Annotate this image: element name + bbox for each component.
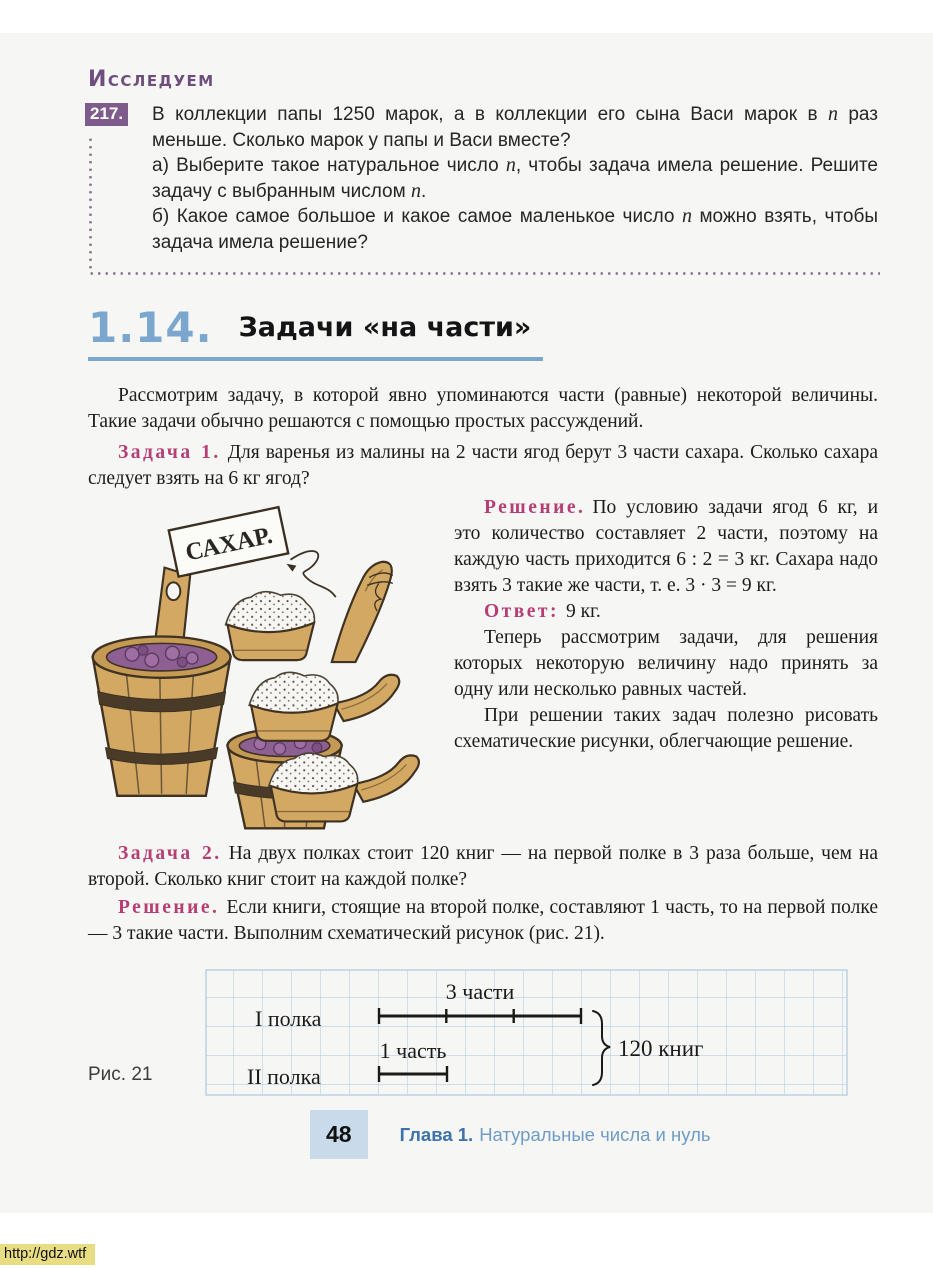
task-217-paragraph-1 bbox=[152, 102, 878, 153]
sugar-sign-text: САХАР. bbox=[183, 521, 275, 567]
sugar-scoop-bottom bbox=[269, 753, 419, 821]
sign-string-arrow bbox=[287, 564, 297, 572]
chapter-breadcrumb bbox=[400, 1124, 711, 1146]
task-217-paragraph-2 bbox=[152, 153, 878, 204]
solution-1-label: Решение. bbox=[484, 497, 586, 518]
task-text: б) Какое самое большое и какое самое маленькое число bbox=[152, 206, 682, 227]
shelf-2-label: II полка bbox=[247, 1064, 321, 1089]
chapter-label: Глава 1. bbox=[399, 1123, 474, 1145]
task-217-box bbox=[88, 100, 878, 267]
task-text: , чтобы задача имела решение. Решите задачу с выбранным числом bbox=[152, 155, 878, 202]
sugar-sign bbox=[169, 507, 289, 577]
problem-2-label: Задача 2. bbox=[118, 843, 222, 864]
paragraph-schematic-hint: При решении таких задач полезно рисовать схематические рисунки, облегчающие решение. bbox=[454, 705, 878, 752]
section-number: 1.14. bbox=[88, 303, 213, 352]
section-heading-underline bbox=[88, 303, 543, 361]
task-text: . bbox=[420, 180, 427, 202]
solution-2-label: Решение. bbox=[118, 897, 220, 918]
task-text: В коллекции папы 1250 марок, а в коллекции его сына Васи марок в bbox=[152, 104, 828, 125]
task-text: можно взять, чтобы задача имела решение? bbox=[152, 206, 878, 253]
section-title: Задачи «на части» bbox=[238, 312, 532, 343]
shelf-1-label: I полка bbox=[255, 1006, 322, 1031]
three-parts-label: 3 части bbox=[445, 979, 515, 1004]
figure-21-caption: Рис. 21 bbox=[88, 1064, 153, 1085]
page-surface bbox=[0, 33, 933, 1213]
task-text: а) Выберите такое натуральное число bbox=[152, 155, 506, 176]
solution-1-text: По условию задачи ягод 6 кг, и это количество составляет 2 части, поэтому на каждую часть приходится 6 : 2 = 3 кг. Сахара надо взять 3 такие же части, т. е. 3 · 3 = 9 кг. bbox=[454, 497, 878, 596]
task-number-badge: 217. bbox=[85, 103, 128, 126]
page-content bbox=[0, 33, 933, 1159]
task-217-paragraph-3 bbox=[152, 204, 878, 255]
sign-string bbox=[290, 551, 335, 597]
dotted-border-left bbox=[89, 136, 92, 271]
problem-2-paragraph bbox=[88, 841, 878, 893]
variable-n: n bbox=[410, 179, 421, 202]
problem-1-text: Для варенья из малины на 2 части ягод берут 3 части сахара. Сколько сахара следует взять на 6 кг ягод? bbox=[88, 442, 878, 489]
total-books-label: 120 книг bbox=[618, 1036, 704, 1061]
figure-21-diagram bbox=[205, 969, 848, 1096]
variable-n: n bbox=[505, 154, 516, 176]
section-heading bbox=[88, 303, 878, 361]
answer-1-text: 9 кг. bbox=[566, 601, 601, 622]
task-text: раз меньше. Сколько марок у папы и Васи вместе? bbox=[152, 104, 878, 151]
page-footer bbox=[88, 1110, 878, 1159]
figure-21 bbox=[88, 969, 878, 1096]
page-number: 48 bbox=[310, 1110, 368, 1159]
berry-tub-large bbox=[93, 568, 231, 796]
solution-2-text: Если книги, стоящие на второй полке, составляют 1 часть, то на первой полке — 3 такие части. Выполним схематический рисунок (рис. 21). bbox=[88, 897, 878, 944]
problem-1-label: Задача 1. bbox=[118, 442, 221, 463]
variable-n: n bbox=[681, 205, 692, 227]
one-part-label: 1 часть bbox=[379, 1038, 447, 1063]
sugar-scoop-top bbox=[226, 562, 393, 662]
chapter-title: Натуральные числа и нуль bbox=[479, 1123, 711, 1145]
sugar-scoop-middle bbox=[249, 672, 399, 740]
solution-1-block bbox=[88, 495, 878, 833]
solution-2-paragraph bbox=[88, 895, 878, 947]
intro-paragraph: Рассмотрим задачу, в которой явно упоминаются части (равные) некоторой величины. Такие задачи обычно решаются с помощью простых рассуждений. bbox=[88, 385, 878, 432]
problem-1-paragraph bbox=[88, 440, 878, 492]
variable-n: n bbox=[827, 103, 838, 125]
sugar-and-berries-illustration bbox=[78, 501, 440, 833]
paragraph-parts-intro: Теперь рассмотрим задачи, для решения которых некоторую величину надо принять за одну или несколько равных частей. bbox=[454, 627, 878, 700]
research-section-heading: Исследуем bbox=[88, 67, 215, 92]
problem-2-text: На двух полках стоит 120 книг — на первой полке в 3 раза больше, чем на второй. Сколько книг стоит на каждой полке? bbox=[88, 843, 878, 890]
dotted-border-bottom bbox=[88, 272, 880, 275]
site-watermark: http://gdz.wtf bbox=[0, 1244, 95, 1265]
answer-1-label: Ответ: bbox=[484, 601, 560, 622]
